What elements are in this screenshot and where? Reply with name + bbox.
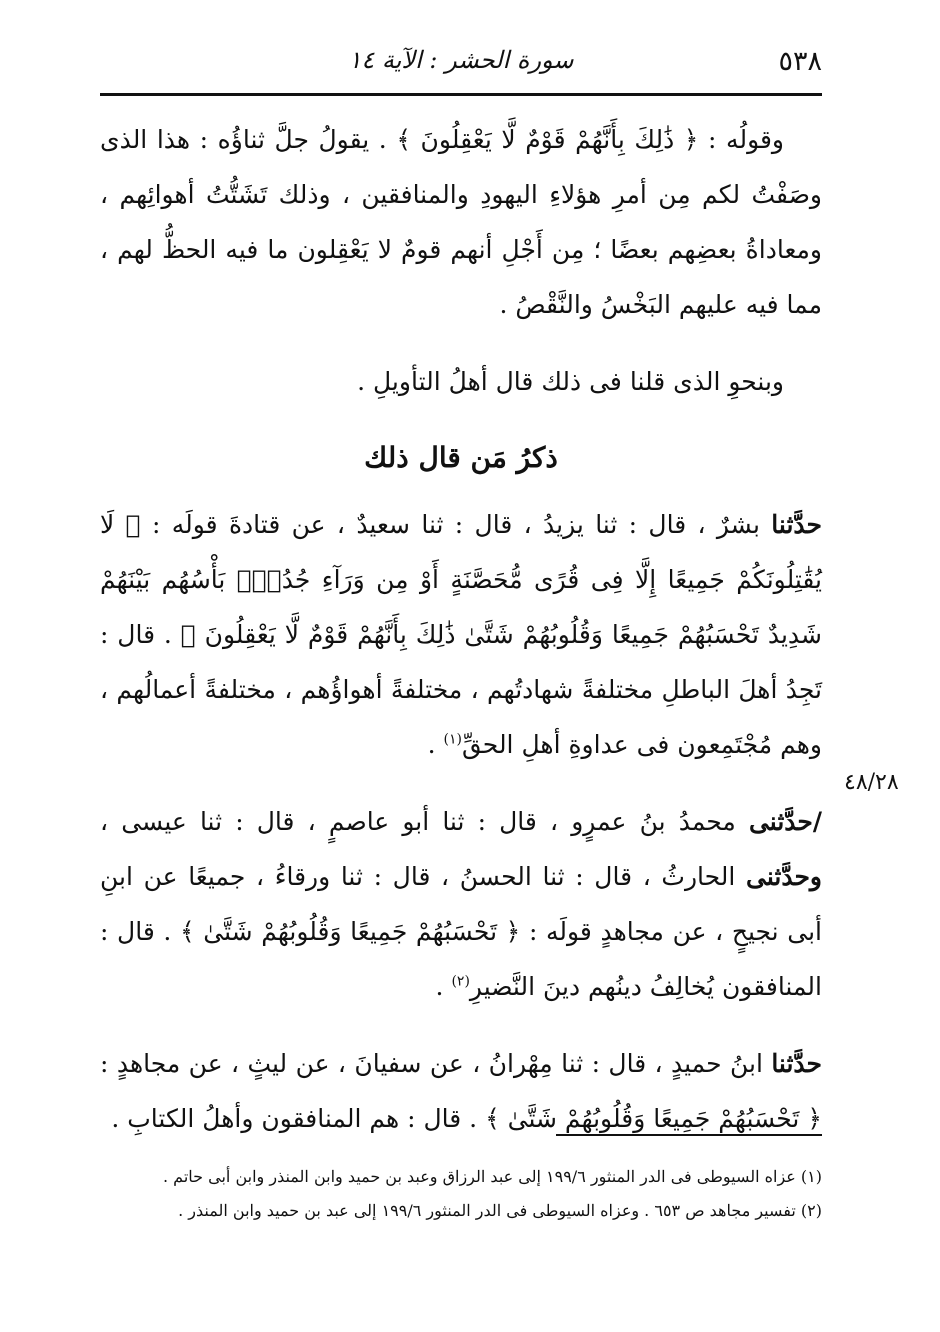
narration-lead: حدَّثنا bbox=[771, 1049, 823, 1078]
page-header bbox=[100, 40, 822, 90]
paragraph-1 bbox=[100, 112, 822, 332]
quran-quote: ﴿ تَحْسَبُهُمْ جَمِيعًا وَقُلُوبُهُمْ شَتَّىٰ ﴾ bbox=[485, 1104, 822, 1133]
page-number: ٥٣٨ bbox=[778, 46, 822, 77]
paragraph-3-text-a: بشرٌ ، قال : ثنا يزيدُ ، قال : ثنا سعيدٌ ، عن قتادةَ قولَه : bbox=[151, 510, 760, 539]
paragraph-2 bbox=[100, 354, 822, 409]
paragraph-4 bbox=[100, 794, 822, 1014]
footnote-1: (١) عزاه السيوطى فى الدر المنثور ١٩٩/٦ إلى عبد الرزاق وعبد بن حميد وابن المنذر وابن أبى حاتم . bbox=[163, 1167, 822, 1186]
footnote-marker-1[interactable]: (١) bbox=[443, 731, 462, 748]
paragraph-3-end: . bbox=[427, 730, 436, 759]
footnote-rule bbox=[556, 1134, 822, 1136]
paragraph-5-text-a: ابنُ حميدٍ ، قال : ثنا مِهْرانُ ، عن سفيانَ ، عن ليثٍ ، عن مجاهدٍ : bbox=[100, 1049, 763, 1078]
section-heading: ذكرُ مَن قال ذلك bbox=[364, 441, 558, 474]
footnote-marker-2[interactable]: (٢) bbox=[451, 973, 470, 990]
paragraph-4-text-c: . قال : المنافقون يُخالِفُ دينُهم دينَ النَّضيرِ bbox=[100, 917, 822, 1001]
running-title: سورة الحشر : الآية ١٤ bbox=[348, 46, 574, 74]
margin-reference: ٤٨/٢٨ bbox=[844, 770, 899, 795]
quran-quote: ﴿ لَا يُقَٰتِلُونَكُمْ جَمِيعًا إِلَّا فِى قُرًى مُّحَصَّنَةٍ أَوْ مِن وَرَآءِ جُدُرٍۭ بَأْسُهُم بَيْنَهُمْ شَدِيدٌ تَحْسَبُهُمْ جَمِيعًا وَقُلُوبُهُمْ شَتَّىٰ ذَٰلِكَ بِأَنَّهُمْ قَوْمٌ لَّا يَعْقِلُونَ ﴾ bbox=[100, 510, 822, 649]
paragraph-2-text: وبنحوِ الذى قلنا فى ذلك قال أهلُ التأويلِ . bbox=[357, 367, 784, 396]
paragraph-1-lead: وقولُه : bbox=[708, 125, 785, 154]
paragraph-4-end: . bbox=[435, 972, 444, 1001]
paragraph-4-text-a: محمدُ بنُ عمرٍو ، قال : ثنا أبو عاصمٍ ، قال : ثنا عيسى ، bbox=[100, 807, 736, 836]
main-text bbox=[100, 112, 822, 1168]
paragraph-4-text-b: الحارثُ ، قال : ثنا الحسنُ ، قال : ثنا ورقاءُ ، جميعًا عن ابنِ أبى نجيحٍ ، عن مجاهدٍ قولَه : bbox=[100, 862, 822, 946]
paragraph-3 bbox=[100, 497, 822, 772]
footnotes bbox=[100, 1160, 822, 1228]
header-rule bbox=[100, 93, 822, 96]
paragraph-5-text-b: . قال : هم المنافقون وأهلُ الكتابِ . bbox=[111, 1104, 478, 1133]
paragraph-3-text-b: . قال : تَجِدُ أهلَ الباطلِ مختلفةً شهادتُهم ، مختلفةً أهواؤُهم ، مختلفةً أعمالُهم ، وهم مُجْتَمِعون فى عداوةِ أهلِ الحقِّ bbox=[100, 620, 822, 759]
paragraph-1-text: . يقولُ جلَّ ثناؤُه : هذا الذى وصَفْتُ لكم مِن أمرِ هؤلاءِ اليهودِ والمنافقين ، وذلك تَشَتُّتُ أهوائِهم ، ومعاداةُ بعضِهم بعضًا ؛ مِن أَجْلِ أنهم قومٌ لا يَعْقِلون ما فيه الحظُّ لهم ، مما فيه عليهم البَخْسُ والنَّقْصُ . bbox=[100, 125, 822, 319]
footnote-2: (٢) تفسير مجاهد ص ٦٥٣ . وعزاه السيوطى فى الدر المنثور ١٩٩/٦ إلى عبد بن حميد وابن المنذر . bbox=[178, 1201, 822, 1220]
narration-lead-2: وحدَّثنى bbox=[746, 862, 822, 891]
narration-lead: حدَّثنا bbox=[771, 510, 822, 539]
quran-quote: ﴿ تَحْسَبُهُمْ جَمِيعًا وَقُلُوبُهُمْ شَتَّىٰ ﴾ bbox=[179, 917, 521, 946]
quran-quote: ﴿ ذَٰلِكَ بِأَنَّهُمْ قَوْمٌ لَّا يَعْقِلُونَ ﴾ bbox=[396, 125, 699, 154]
narration-lead: /حدَّثنى bbox=[748, 807, 822, 836]
paragraph-5 bbox=[100, 1036, 822, 1146]
